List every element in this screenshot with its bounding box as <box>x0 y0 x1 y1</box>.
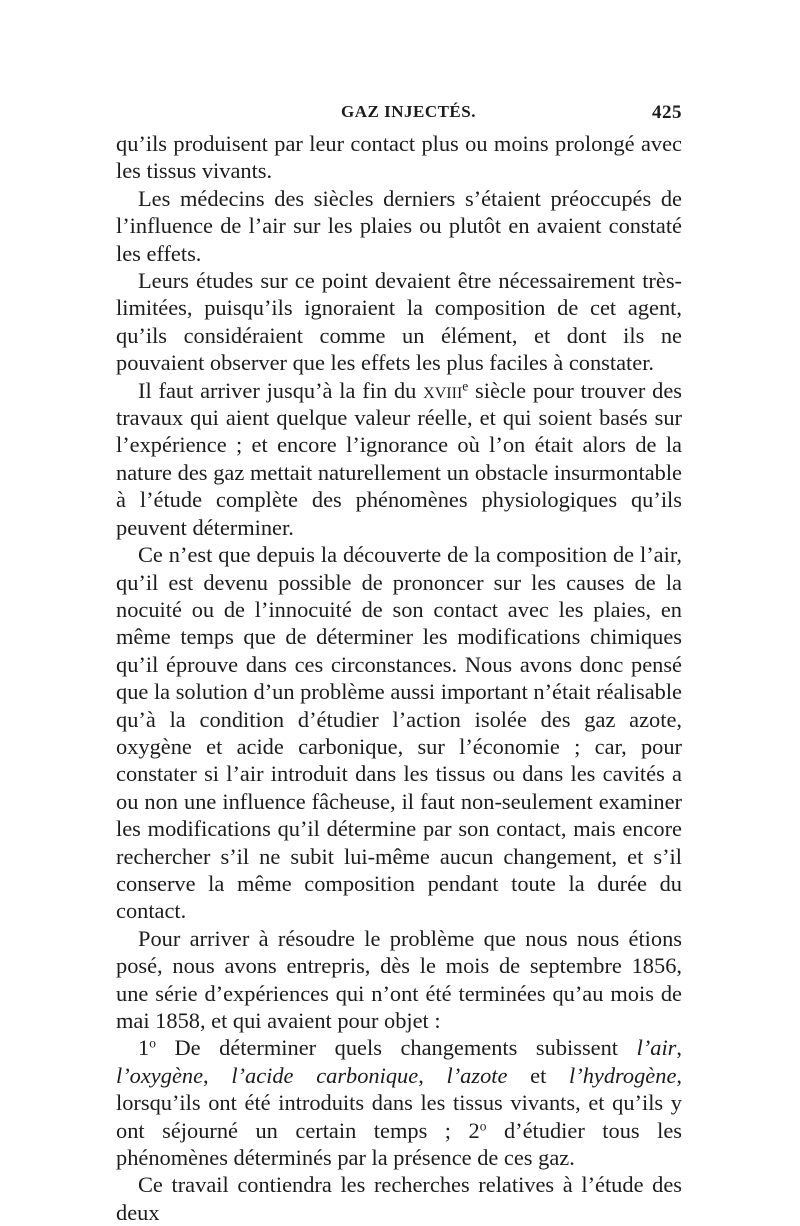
paragraph-text: siècle pour trouver des travaux qui aient quelque valeur réelle, et qui soient basés sur l’expérience ; et encore l’ignorance où l’on était alors de la nature des gaz mettait naturellement un obstacle insurmontable à l’étude complète des phénomènes physiologiques qu’ils peuvent déterminer. <box>116 377 682 540</box>
paragraph: Pour arriver à résoudre le problème que nous nous étions posé, nous avons entrepris, dès le mois de septembre 1856, une série d’expériences qui n’ont été terminées qu’au mois de mai 1858, et qui avaient pour objet : <box>116 925 682 1033</box>
gas-name-hydrogene: l’hydrogène <box>569 1062 677 1088</box>
century-numeral: xviii <box>423 377 463 403</box>
ordinal-mark: o <box>479 1118 487 1134</box>
paragraph-text: Il faut arriver jusqu’à la fin du <box>138 377 424 403</box>
item-number: 1 <box>138 1035 150 1061</box>
paragraph-text: , lorsqu’ils ont été introduits dans les tissus vivants, et qu’ils y ont séjourné un certain temps ; <box>116 1062 682 1143</box>
book-page <box>116 96 682 1226</box>
ordinal-mark: o <box>149 1036 156 1052</box>
paragraph: Leurs études sur ce point devaient être nécessairement très-limitées, puisqu’ils ignoraient la composition de cet agent, qu’ils considéraient comme un élément, et dont ils ne pouvaient observer que les effets les plus faciles à constater. <box>116 268 682 376</box>
paragraph <box>116 377 682 541</box>
paragraph: Les médecins des siècles derniers s’étaient préoccupés de l’influence de l’air sur les plaies ou plutôt en avaient constaté les effets. <box>116 185 682 266</box>
century-superscript: e <box>462 378 469 394</box>
gas-name-acide-carbonique: l’acide carbonique <box>231 1062 419 1088</box>
paragraph-text: De déterminer quels changements subissent <box>155 1035 637 1061</box>
page-number: 425 <box>652 102 682 123</box>
paragraph-objectives: 1$^o$ De déterminer quels changements subissent l’air, l’oxygène, l’acide carbonique, l’azote et l’hydrogène, lorsqu’ils ont été introduits dans les tissus vivants, et qu’ils y ont séjourné un certain temps ; 2$^o$ d’étudier tous les phénomènes déterminés par la présence de ces gaz. <box>116 1035 682 1171</box>
gas-name-azote: l’azote <box>446 1062 508 1088</box>
paragraph-text: d’étudier tous les phénomènes déterminés par la présence de ces gaz. <box>116 1117 682 1171</box>
conjunction: et <box>507 1062 570 1088</box>
gas-name-air: l’air <box>636 1035 677 1061</box>
item-number: 2 <box>468 1117 480 1143</box>
paragraph: Ce travail contiendra les recherches relatives à l’étude des deux <box>116 1172 682 1225</box>
running-title: GAZ INJECTÉS. <box>341 102 476 121</box>
page-header <box>116 96 682 130</box>
gas-name-oxygene: l’oxygène <box>116 1062 204 1088</box>
body-text <box>116 130 682 1226</box>
paragraph-continuation: qu’ils produisent par leur contact plus ou moins prolongé avec les tissus vivants. <box>116 131 682 184</box>
paragraph: Ce n’est que depuis la découverte de la composition de l’air, qu’il est devenu possible de prononcer sur les causes de la nocuité ou de l’innocuité de son contact avec les plaies, en même temps que de déterminer les modifications chimiques qu’il éprouve dans ces circonstances. Nous avons donc pensé que la solution d’un problème aussi important n’était réalisable qu’à la condition d’étudier l’action isolée des gaz azote, oxygène et acide carbonique, sur l’économie ; car, pour constater si l’air introduit dans les tissus ou dans les cavités a ou non une influence fâcheuse, il faut non-seulement examiner les modifications qu’il détermine par son contact, mais encore rechercher s’il ne subit lui-même aucun changement, et s’il conserve la même composition pendant toute la durée du contact. <box>116 542 682 924</box>
